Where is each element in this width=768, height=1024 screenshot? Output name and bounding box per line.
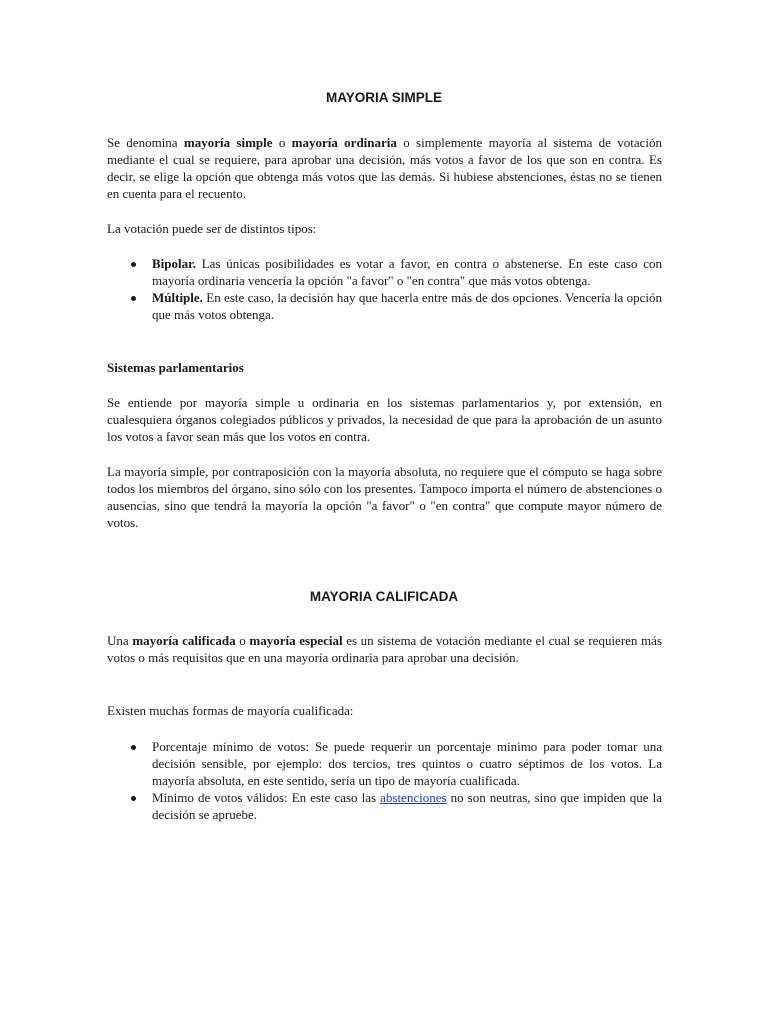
text: es un sistema de votación mediante el cual se requieren más votos o más requisitos que en una mayoría ordinaria para aprobar una decisión. <box>107 633 662 665</box>
paragraph-forms-of-majority: Existen muchas formas de mayoría cualificada: <box>107 703 354 718</box>
abstenciones-link[interactable]: abstenciones <box>380 790 447 805</box>
section-title-mayoria-simple: MAYORIA SIMPLE <box>325 90 442 105</box>
text: Se denomina <box>107 135 184 150</box>
bullet-icon <box>131 796 136 801</box>
paragraph-definition-simple <box>107 134 662 202</box>
bullet-icon <box>131 296 136 301</box>
bullet-icon <box>131 262 136 267</box>
bold-term: mayoría simple <box>183 135 273 150</box>
paragraph-parliamentary-systems: Se entiende por mayoría simple u ordinaria en los sistemas parlamentarios y, por extensión, en cualesquiera órganos colegiados públicos y privados, la necesidad de que para la aprobación de un asunto los votos a favor sean más que los votos en contra. <box>107 395 662 444</box>
subheading-sistemas-parlamentarios: Sistemas parlamentarios <box>107 360 244 375</box>
paragraph-simple-vs-absolute: La mayoría simple, por contraposición con la mayoría absoluta, no requiere que el cómputo se haga sobre todos los miembros del órgano, sino sólo con los presentes. Tampoco importa el número de abstenciones o ausencias, sino que tendrá la mayoría la opción "a favor" o "en contra" que compute mayor número de votos. <box>107 464 662 530</box>
paragraph-voting-types: La votación puede ser de distintos tipos: <box>107 221 317 236</box>
bold-term: mayoría calificada <box>132 633 236 648</box>
bold-term: Múltiple. <box>152 290 203 305</box>
bullet-icon <box>131 745 136 750</box>
list-item <box>107 789 662 823</box>
list-item <box>107 738 662 789</box>
text: o simplemente mayoría al sistema de votación mediante el cual se requiere, para aprobar una decisión, más votos a favor de los que son en contra. Es decir, se elige la opción que obtenga más votos que las demás. Si hubiese abstenciones, éstas no se tienen en cuenta para el recuento. <box>107 135 663 201</box>
bold-term: mayoría ordinaria <box>291 135 397 150</box>
section-title-mayoria-calificada: MAYORIA CALIFICADA <box>309 589 459 604</box>
text: no son neutras, sino que impiden que la decisión se apruebe. <box>152 790 662 822</box>
text: Mínimo de votos válidos: En este caso las <box>152 790 381 805</box>
list-item <box>107 289 662 323</box>
text: o <box>272 135 292 150</box>
text: Una <box>107 633 133 648</box>
paragraph-definition-calificada <box>107 632 662 666</box>
text: o <box>235 633 250 648</box>
bold-term: Bipolar. <box>152 256 196 271</box>
voting-types-list <box>107 255 662 323</box>
list-item <box>107 255 662 289</box>
qualified-majority-list <box>107 738 662 823</box>
text: Porcentaje mínimo de votos: Se puede requerir un porcentaje mínimo para poder tomar una decisión sensible, por ejemplo: dos tercios, tres quintos o cuatro séptimos de los votos. La mayoría absoluta, en este sentido, sería un tipo de mayoría cualificada. <box>152 739 662 788</box>
bold-term: mayoría especial <box>249 633 343 648</box>
text: En este caso, la decisión hay que hacerla entre más de dos opciones. Vencería la opción que más votos obtenga. <box>152 290 662 322</box>
text: Las únicas posibilidades es votar a favor, en contra o abstenerse. En este caso con mayoría ordinaria vencería la opción "a favor" o "en contra" que más votos obtenga. <box>152 256 662 288</box>
